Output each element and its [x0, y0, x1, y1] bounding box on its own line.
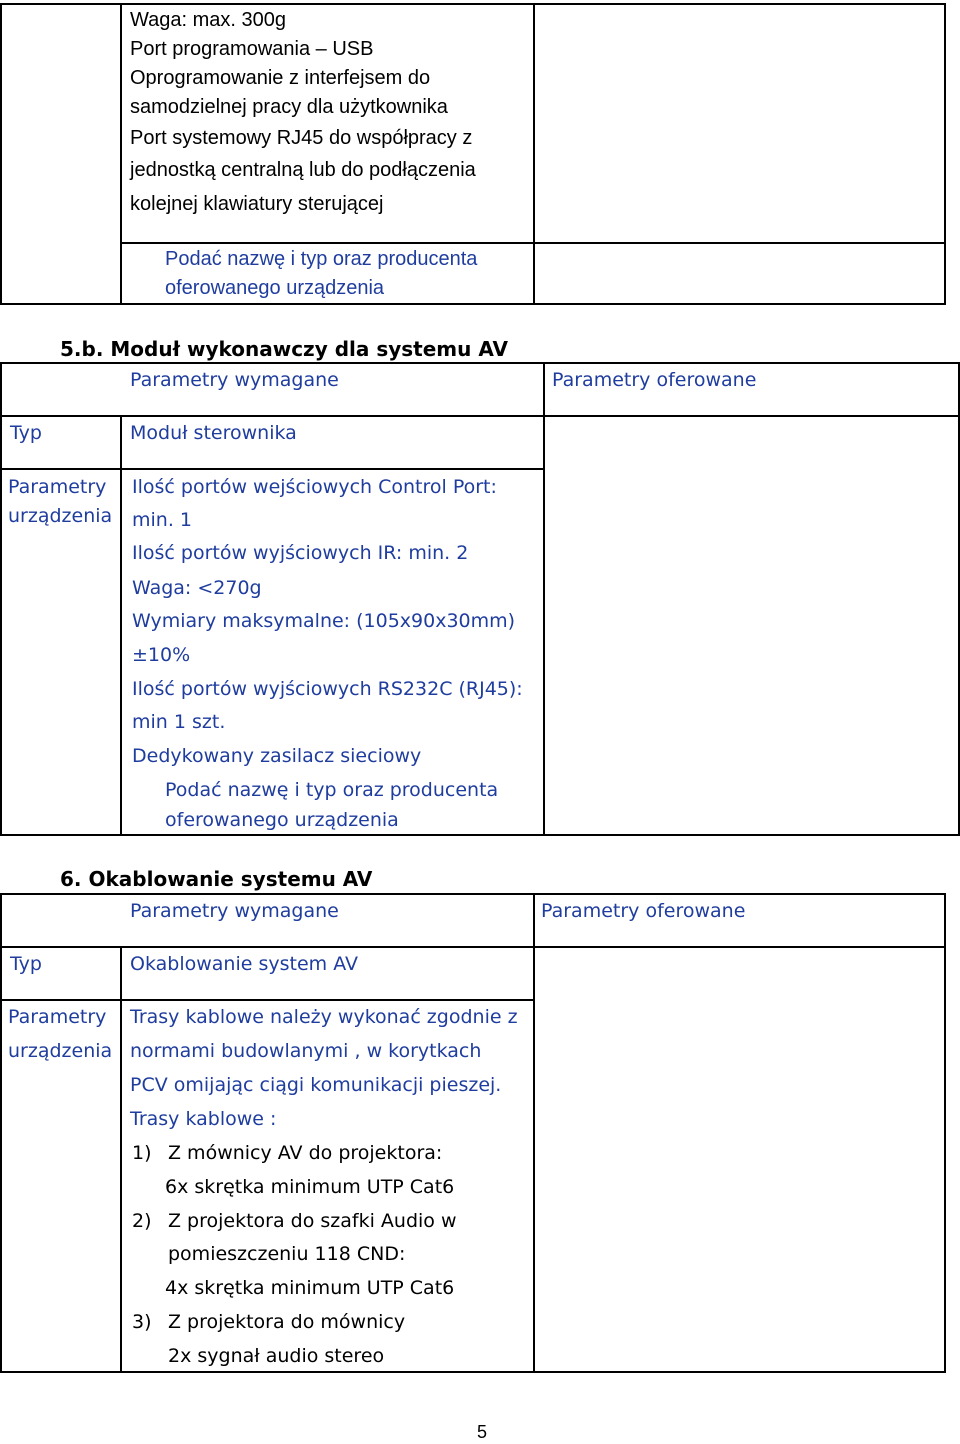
table-5b-param-line: Wymiary maksymalne: (105x90x30mm) [132, 610, 516, 632]
table-5b-params-label-1: Parametry [8, 476, 107, 498]
list-item-subtext: pomieszczeniu 118 CND: [168, 1243, 406, 1265]
table-5b-param-line: Waga: <270g [132, 577, 262, 599]
list-item-number: 3) [132, 1311, 152, 1333]
table-5b-param-line: Ilość portów wyjściowych RS232C (RJ45): [132, 678, 523, 700]
table-6-col-divider-1 [120, 946, 122, 1373]
table-6-param-line: PCV omijając ciągi komunikacji pieszej. [130, 1074, 502, 1096]
table-6-params-label-1: Parametry [8, 1006, 107, 1028]
top-param-line: Port programowania – USB [130, 38, 374, 60]
table-5b-header-offered: Parametry oferowane [552, 369, 757, 391]
table-5b-param-line: Ilość portów wejściowych Control Port: [132, 476, 497, 498]
top-param-line: Waga: max. 300g [130, 9, 287, 31]
top-table-row-divider [120, 242, 946, 244]
table-5b-type-value: Moduł sterownika [130, 422, 297, 444]
table-5b-params-label-2: urządzenia [8, 505, 113, 527]
top-param-line: samodzielnej pracy dla użytkownika [130, 96, 448, 118]
table-5b-header-required: Parametry wymagane [130, 369, 339, 391]
top-table-col-divider-2 [533, 3, 535, 305]
list-item-text: Z mównicy AV do projektora: [168, 1142, 443, 1164]
list-item-subtext: 6x skrętka minimum UTP Cat6 [165, 1176, 455, 1198]
table-5b-param-line: ±10% [132, 644, 191, 666]
list-item-number: 2) [132, 1210, 152, 1232]
table-6-param-line: Trasy kablowe należy wykonać zgodnie z [130, 1006, 518, 1028]
list-item-number: 1) [132, 1142, 152, 1164]
top-note-line-2: oferowanego urządzenia [165, 277, 385, 299]
table-6-header-required: Parametry wymagane [130, 900, 339, 922]
table-5b-row-divider-2 [0, 468, 545, 470]
top-param-line: jednostką centralną lub do podłączenia [130, 159, 476, 181]
table-6-param-line: Trasy kablowe : [130, 1108, 277, 1130]
table-5b-col-divider-2 [543, 362, 545, 836]
table-5b-note-line-2: oferowanego urządzenia [165, 809, 399, 831]
table-5b-param-line: min 1 szt. [132, 711, 226, 733]
table-5b-row-divider-1 [0, 415, 960, 417]
table-6-col-divider-2 [533, 893, 535, 1373]
table-5b-type-label: Typ [10, 422, 42, 444]
page-number: 5 [477, 1422, 488, 1442]
top-note-line-1: Podać nazwę i typ oraz producenta [165, 248, 478, 270]
table-5b-note-line-1: Podać nazwę i typ oraz producenta [165, 779, 499, 801]
top-param-line: kolejnej klawiatury sterującej [130, 193, 384, 215]
section-6-heading: 6. Okablowanie systemu AV [60, 867, 373, 891]
list-item-subtext: 2x sygnał audio stereo [168, 1345, 385, 1367]
table-5b-param-line: min. 1 [132, 509, 192, 531]
list-item-text: Z projektora do szafki Audio w [168, 1210, 457, 1232]
table-5b-col-divider-1 [120, 415, 122, 836]
table-6-row-divider-1 [0, 946, 946, 948]
table-6-header-offered: Parametry oferowane [541, 900, 746, 922]
top-param-line: Port systemowy RJ45 do współpracy z [130, 127, 473, 149]
top-table-col-divider-1 [120, 3, 122, 305]
table-6-param-line: normami budowlanymi , w korytkach [130, 1040, 482, 1062]
top-param-line: Oprogramowanie z interfejsem do [130, 67, 431, 89]
list-item-text: Z projektora do mównicy [168, 1311, 406, 1333]
section-5b-heading: 5.b. Moduł wykonawczy dla systemu AV [60, 337, 508, 361]
table-6-type-value: Okablowanie system AV [130, 953, 358, 975]
list-item-subtext: 4x skrętka minimum UTP Cat6 [165, 1277, 455, 1299]
table-5b-param-line: Ilość portów wyjściowych IR: min. 2 [132, 542, 469, 564]
table-5b-param-line: Dedykowany zasilacz sieciowy [132, 745, 422, 767]
table-6-params-label-2: urządzenia [8, 1040, 113, 1062]
table-6-type-label: Typ [10, 953, 42, 975]
